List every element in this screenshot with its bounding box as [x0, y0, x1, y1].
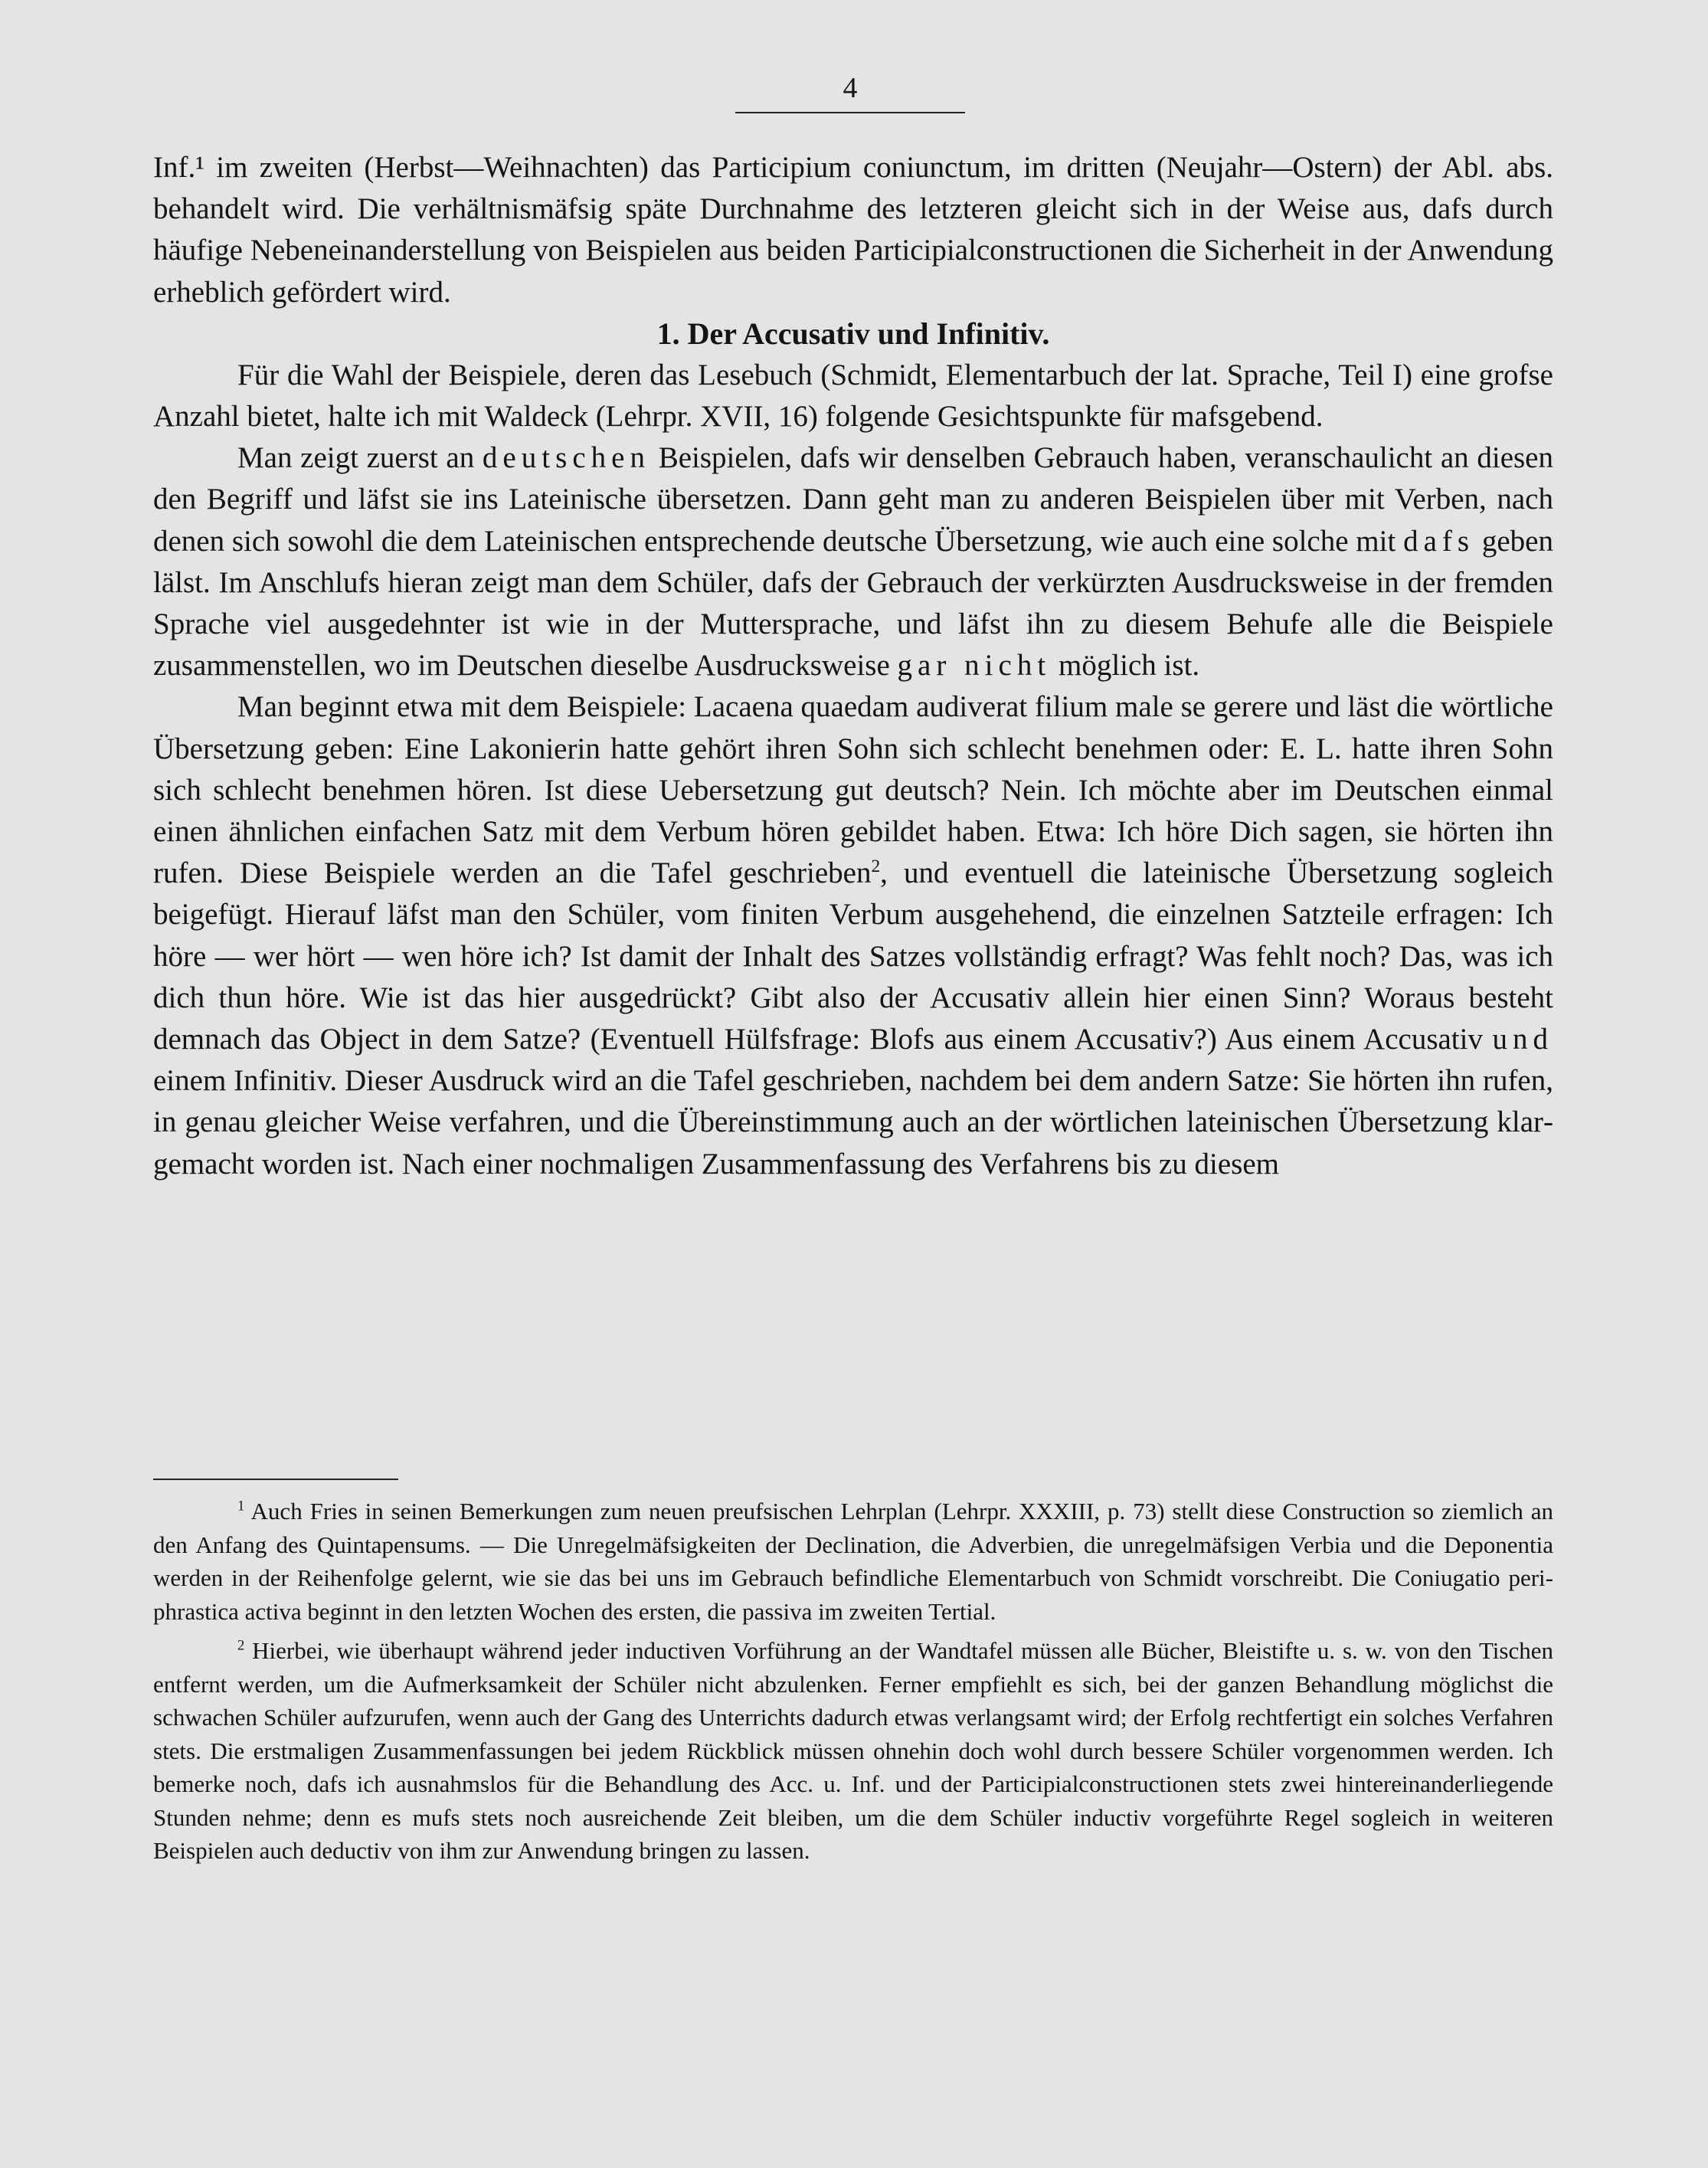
section-heading: 1. Der Accusativ und Infinitiv. [656, 316, 1050, 351]
footnote-text: Auch Fries in seinen Bemerkungen zum neuen preufsischen Lehrplan (Lehrpr. XXXIII, p. 73) stellt diese Construction so ziemlich an den Anfang des Quintapensums. — Die Unregelmäfsigkeiten der Declination, die Adverbien, die unregelmäfsigen Verbia und die Deponentia werden in der Reihenfolge gelernt, wie sie das bei uns im Gebrauch befindliche Elementarbuch von Schmidt vorschreibt. Die Coniugatio periphrastica activa beginnt in den letzten Wochen des ersten, die passiva im zweiten Tertial. [153, 1498, 1553, 1625]
text-run: , und eventuell die lateinische Übersetzung sogleich beigefügt. Hierauf läfst man den Schüler, vom finiten Verbum ausgehehend, die einzelnen Satzteile erfragen: Ich höre — wer hört — wen höre ich? Ist damit der Inhalt des Satzes vollständig erfragt? Was fehlt noch? Das, was ich dich thun höre. Wie ist das hier ausgedrückt? Gibt also der Accusativ allein hier einen Sinn? Woraus besteht demnach das Object in dem Satze? (Eventuell Hülfsfrage: Blofs aus einem Accusativ?) Aus einem Accusativ [153, 856, 1553, 1056]
paragraph-example-choice: Für die Wahl der Beispiele, deren das Lesebuch (Schmidt, Elementarbuch der lat. Sprache, Teil I) eine grofse Anzahl bietet, halte ich mit Waldeck (Lehrpr. XVII, 16) folgende Gesichtspunkte für mafsgebend. [153, 358, 1553, 434]
footnote [153, 1495, 1553, 1628]
text-run: Man beginnt etwa mit dem Beispiele: Lacaena quaedam audiverat filium male se gerere und läst die wörtliche Übersetzung geben: Eine Lakonierin hatte gehört ihren Sohn sich schlecht benehmen oder: E. L. hatte ihren Sohn sich schlecht benehmen hören. Ist diese Uebersetzung gut deutsch? Nein. Ich möchte aber im Deutschen einmal einen ähnlichen einfachen Satz mit dem Verbum hören gebildet haben. Etwa: Ich höre Dich sagen, sie hörten ihn rufen. Diese Beispiele werden an die Tafel geschrieben [153, 690, 1553, 890]
text-run: möglich ist. [1051, 649, 1200, 683]
footnotes [153, 1495, 1553, 1868]
text-run: Man zeigt zuerst an [237, 441, 483, 475]
paragraph-method [153, 437, 1553, 686]
footnote-separator [153, 1479, 398, 1480]
footnote-text: Hierbei, wie überhaupt während jeder inductiven Vorführung an der Wandtafel müssen alle Bücher, Bleistifte u. s. w. von den Tischen entfernt werden, um die Aufmerksamkeit der Schüler nicht abzulenken. Ferner empfiehlt es sich, bei der ganzen Behandlung möglichst die schwachen Schüler aufzurufen, wenn auch der Gang des Unterrichts dadurch etwas verlangsamt wird; der Erfolg rechtfertigt ein solches Verfahren stets. Die erstmaligen Zusammenfassungen bei jedem Rückblick müssen ohnehin doch wohl durch bessere Schüler vorgenommen werden. Ich bemerke noch, dafs ich ausnahmslos für die Behandlung des Acc. u. Inf. und der Participialconstructionen stets zwei hintereinanderliegende Stunden nehme; denn es mufs stets noch ausreichende Zeit bleiben, um die dem Schüler inductiv vorgeführte Regel sogleich in weiteren Beispielen auch deductiv von ihm zur Anwendung bringen zu lassen. [153, 1637, 1553, 1864]
emphasis-spaced: gar nicht [897, 649, 1052, 683]
text-run: einem Infinitiv. Dieser Ausdruck wird an die Tafel geschrieben, nachdem bei dem andern Satze: Sie hörten ihn rufen, in genau gleicher Weise verfahren, und die Übereinstimmung auch an der wörtlichen lateinischen Übersetzung klargemacht worden ist. Nach einer nochmaligen Zusammenfassung des Verfahrens bis zu diesem [153, 1064, 1553, 1181]
emphasis-spaced: und [1492, 1023, 1553, 1056]
footnote-marker: 1 [237, 1498, 245, 1515]
paragraph-continuation: Inf.¹ im zweiten (Herbst—Weihnachten) das Participium coniunctum, im dritten (Neujahr—Ostern) der Abl. abs. behandelt wird. Die verhältnismäfsig späte Durchnahme des letzteren gleicht sich in der Weise aus, dafs durch häufige Nebeneinanderstellung von Beispielen aus beiden Participialconstructionen die Sicherheit in der Anwendung erheblich gefördert wird. [153, 151, 1553, 309]
page-number: 4 [843, 72, 858, 104]
main-text [153, 147, 1553, 1185]
footnote-ref[interactable]: 2 [871, 856, 881, 877]
text-run: geben lälst. Im Anschlufs hieran zeigt man dem Schüler, dafs der Gebrauch der verkürzten Ausdrucksweise in der fremden Sprache viel ausgedehnter ist wie in der Muttersprache, und läfst ihn zu diesem Behufe alle die Beispiele zusammenstellen, wo im Deutschen dieselbe Ausdrucksweise [153, 524, 1553, 683]
page-number-rule [735, 112, 965, 113]
text-run: Beispielen, dafs wir denselben Gebrauch haben, veranschaulicht an diesen den Begriff und läfst sie ins Lateinische übersetzen. Dann geht man zu anderen Beispielen über mit Verben, nach denen sich sowohl die dem Lateinischen entsprechende deutsche Übersetzung, wie auch eine solche mit [153, 441, 1553, 558]
footnote [153, 1634, 1553, 1868]
footnote-marker: 2 [237, 1637, 245, 1654]
paragraph-example-lesson [153, 686, 1553, 1184]
emphasis-spaced: dafs [1403, 524, 1475, 558]
emphasis-spaced: deutschen [482, 441, 651, 475]
